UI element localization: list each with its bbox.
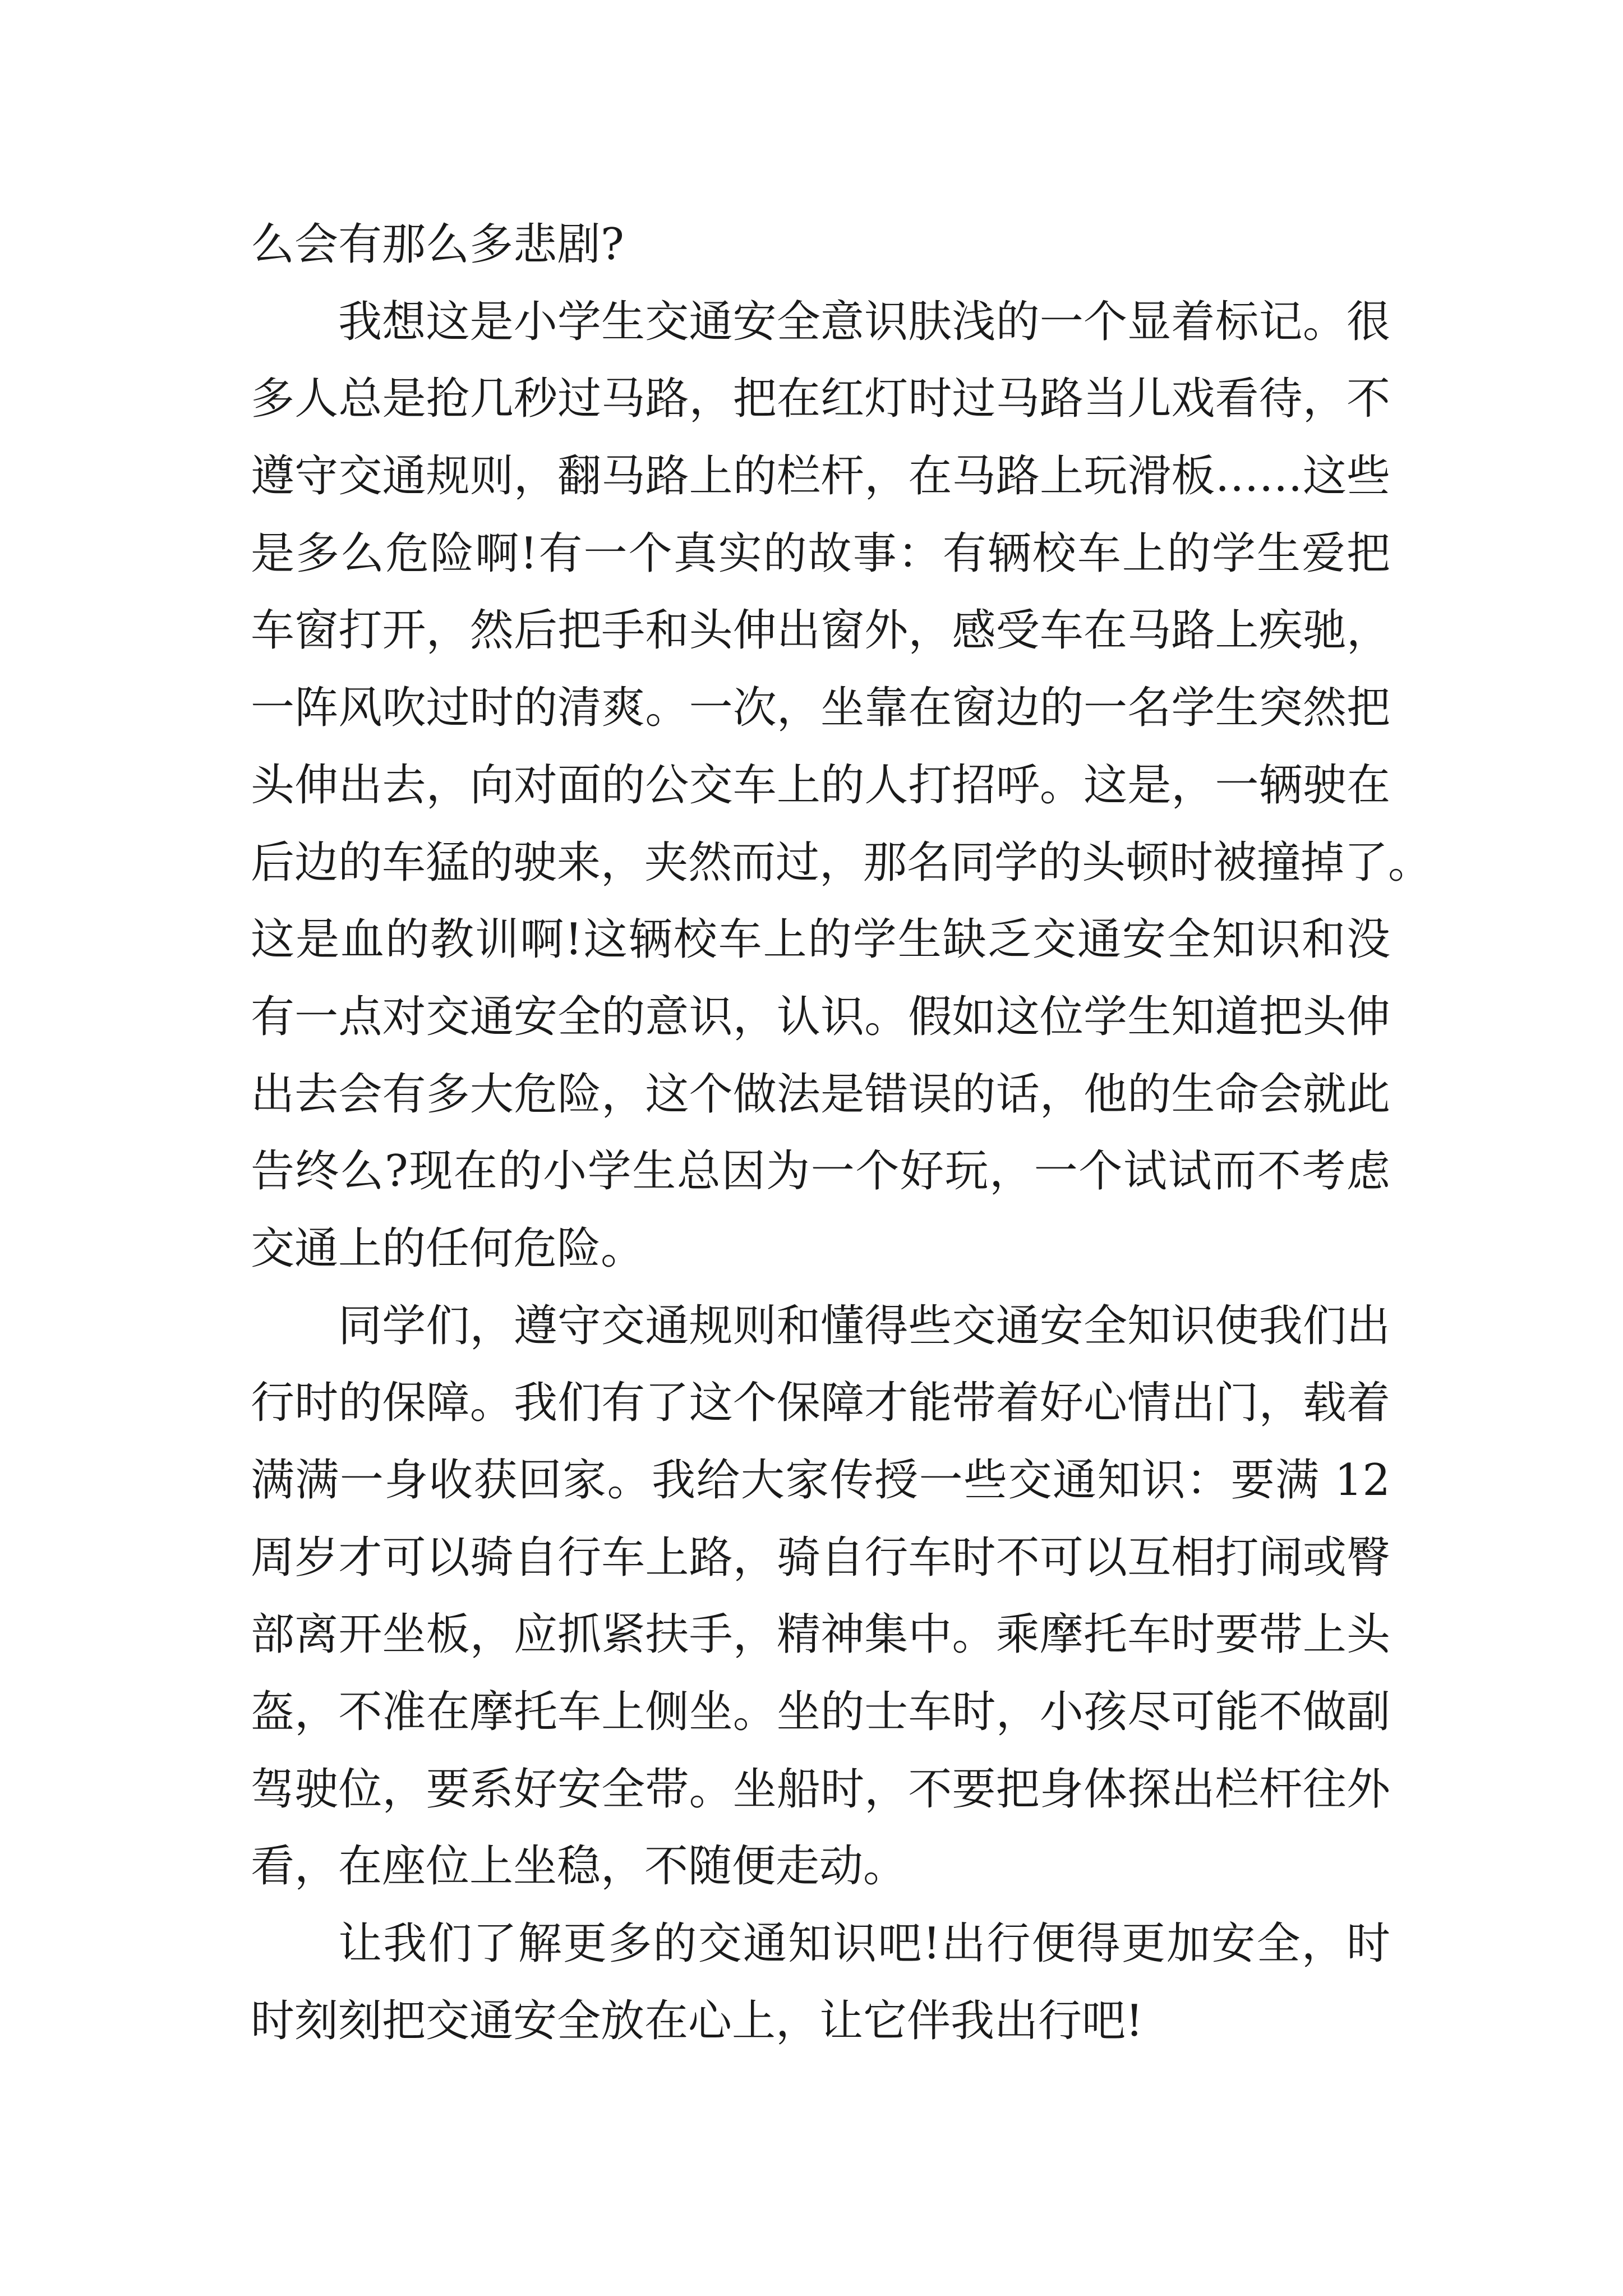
- text-line: 我想这是小学生交通安全意识肤浅的一个显着标记。很: [338, 296, 1390, 347]
- text-line: 满满一身收获回家。我给大家传授一些交通知识：要满 12: [251, 1455, 1390, 1506]
- text-line: 驾驶位，要系好安全带。坐船时，不要把身体探出栏杆往外: [251, 1764, 1390, 1815]
- paragraph: [251, 1906, 1390, 2060]
- paragraph: [251, 284, 1432, 1288]
- text-line: 这是血的教训啊!这辆校车上的学生缺乏交通安全知识和没: [251, 914, 1390, 965]
- text-line: 周岁才可以骑自行车上路，骑自行车时不可以互相打闹或臀: [251, 1532, 1390, 1583]
- paragraph: [251, 206, 1390, 284]
- text-line: 后边的车猛的驶来，夹然而过，那名同学的头顿时被撞掉了。: [251, 837, 1432, 888]
- paragraph: [251, 1288, 1390, 1906]
- text-line: 让我们了解更多的交通知识吧!出行便得更加安全，时: [338, 1918, 1390, 1970]
- text-line: 同学们，遵守交通规则和懂得些交通安全知识使我们出: [338, 1300, 1390, 1351]
- text-line: 告终么?现在的小学生总因为一个好玩，一个试试而不考虑: [251, 1146, 1390, 1197]
- text-line: 遵守交通规则，翻马路上的栏杆，在马路上玩滑板……这些: [251, 451, 1390, 502]
- text-line: 时刻刻把交通安全放在心上，让它伴我出行吧!: [251, 1995, 1144, 2046]
- text-line: 多人总是抢几秒过马路，把在红灯时过马路当儿戏看待，不: [251, 374, 1390, 425]
- text-line: 头伸出去，向对面的公交车上的人打招呼。这是，一辆驶在: [251, 760, 1390, 811]
- text-line: 行时的保障。我们有了这个保障才能带着好心情出门，载着: [251, 1378, 1390, 1429]
- text-line: 车窗打开，然后把手和头伸出窗外，感受车在马路上疾驰，: [251, 605, 1390, 656]
- text-line: 部离开坐板，应抓紧扶手，精神集中。乘摩托车时要带上头: [251, 1609, 1390, 1660]
- document-body: [251, 206, 1432, 2060]
- text-line: 交通上的任何危险。: [251, 1223, 645, 1274]
- text-line: 么会有那么多悲剧?: [251, 219, 624, 270]
- text-line: 有一点对交通安全的意识，认识。假如这位学生知道把头伸: [251, 991, 1390, 1042]
- text-line: 出去会有多大危险，这个做法是错误的话，他的生命会就此: [251, 1069, 1390, 1120]
- text-line: 一阵风吹过时的清爽。一次，坐靠在窗边的一名学生突然把: [251, 683, 1390, 734]
- text-line: 看，在座位上坐稳，不随便走动。: [251, 1841, 907, 1892]
- text-line: 是多么危险啊!有一个真实的故事：有辆校车上的学生爱把: [251, 528, 1390, 579]
- text-line: 盔，不准在摩托车上侧坐。坐的士车时，小孩尽可能不做副: [251, 1687, 1390, 1738]
